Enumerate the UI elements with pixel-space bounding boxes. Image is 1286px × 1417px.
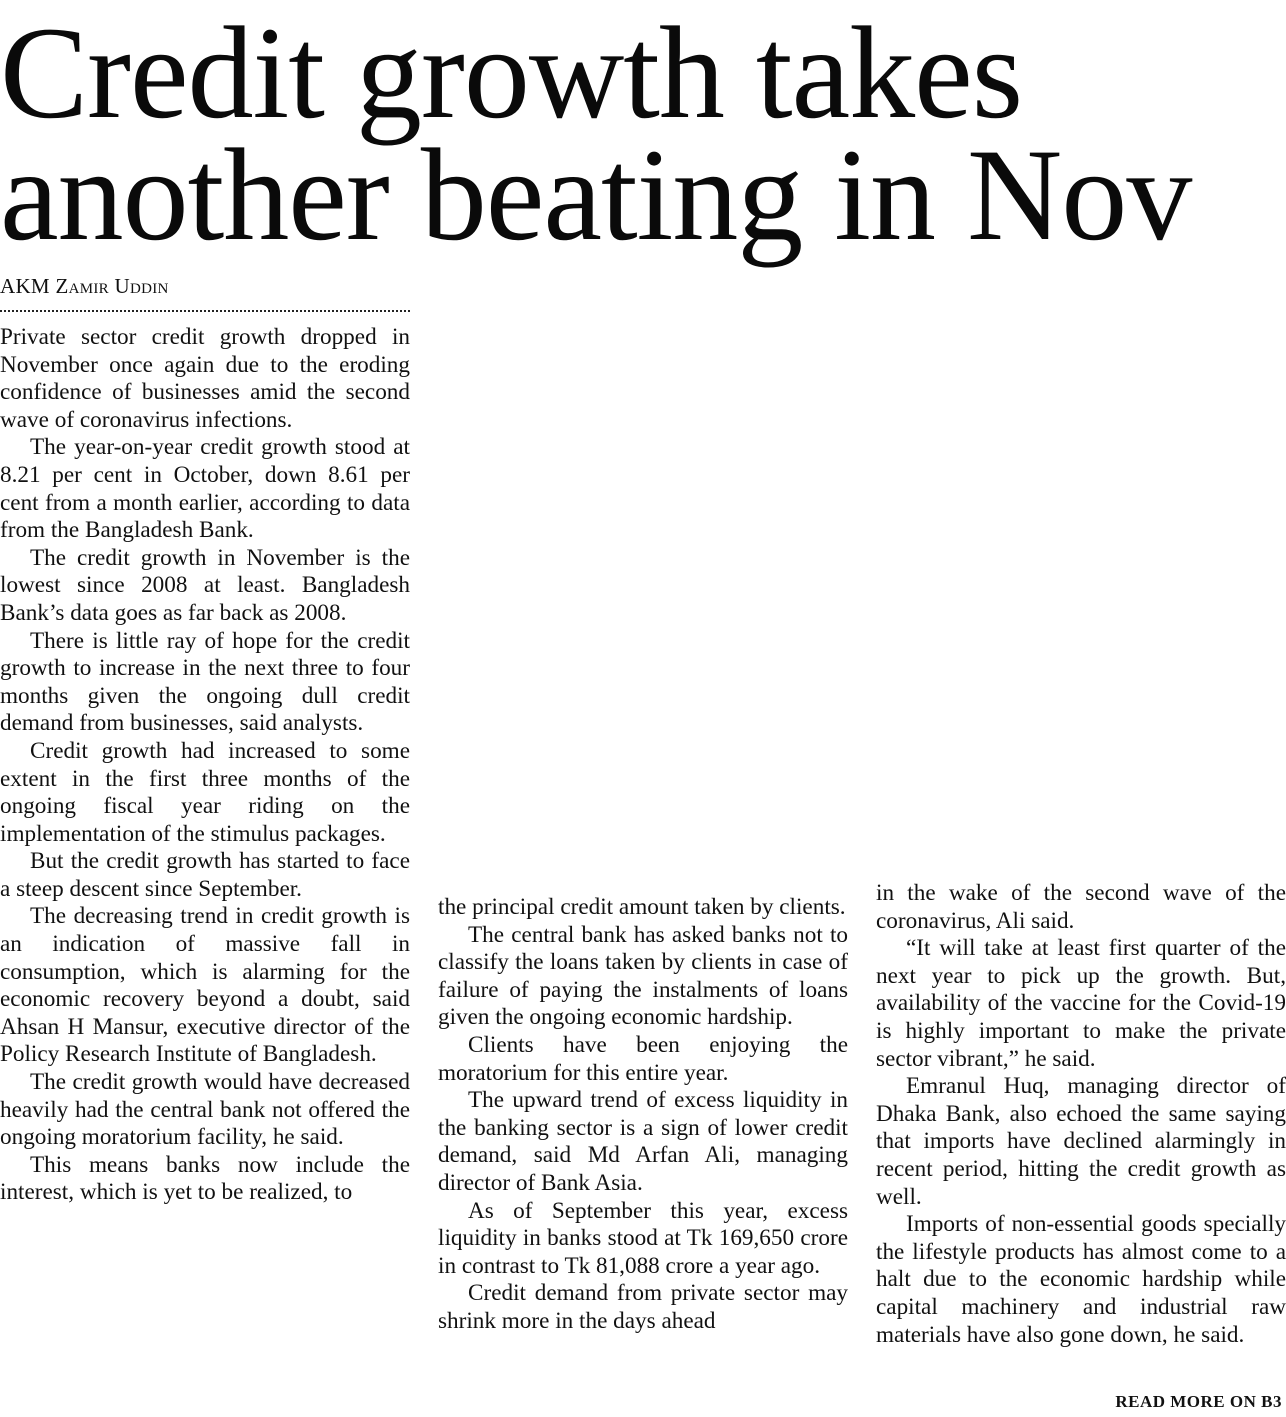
headline-line-2: another beating in Nov xyxy=(0,121,1192,268)
headline-line-1: Credit growth takes xyxy=(0,0,1023,146)
paragraph: The year-on-year credit growth stood at 8.21 per cent in October, down 8.61 per cent from a month earlier, according to data from the Bangladesh Bank. xyxy=(0,434,410,544)
byline-divider xyxy=(0,310,410,312)
paragraph: The decreasing trend in credit growth is an indication of massive fall in consumption, which is alarming for the economic recovery beyond a doubt, said Ahsan H Mansur, executive director of the Policy Research Institute of Bangladesh. xyxy=(0,903,410,1068)
paragraph: Credit demand from private sector may shrink more in the days ahead xyxy=(438,1280,848,1334)
paragraph: The credit growth in November is the lowest since 2008 at least. Bangladesh Bank’s data goes as far back as 2008. xyxy=(0,544,410,626)
article-column-3 xyxy=(876,880,1286,1349)
paragraph: Emranul Huq, managing director of Dhaka Bank, also echoed the same saying that imports have declined alarmingly in recent period, hitting the credit growth as well. xyxy=(876,1073,1286,1210)
headline xyxy=(0,0,1286,268)
paragraph: As of September this year, excess liquidity in banks stood at Tk 169,650 crore in contrast to Tk 81,088 crore a year ago. xyxy=(438,1197,848,1279)
paragraph: Imports of non-essential goods specially the lifestyle products has almost come to a halt due to the economic hardship while capital machinery and industrial raw materials have also gone down, he said. xyxy=(876,1211,1286,1348)
paragraph: But the credit growth has started to face a steep descent since September. xyxy=(0,848,410,902)
paragraph: The central bank has asked banks not to classify the loans taken by clients in case of failure of paying the instalments of loans given the ongoing economic hardship. xyxy=(438,921,848,1031)
read-more-link: READ MORE ON B3 xyxy=(1115,1392,1282,1411)
paragraph: “It will take at least first quarter of the next year to pick up the growth. But, availability of the vaccine for the Covid-19 is highly important to make the private sector vibrant,” he said. xyxy=(876,935,1286,1072)
paragraph: The credit growth would have decreased heavily had the central bank not offered the ongoing moratorium facility, he said. xyxy=(0,1069,410,1151)
paragraph: Private sector credit growth dropped in November once again due to the eroding confidence of businesses amid the second wave of coronavirus infections. xyxy=(0,324,410,433)
paragraph: the principal credit amount taken by clients. xyxy=(438,894,846,920)
paragraph: Credit growth had increased to some extent in the first three months of the ongoing fiscal year riding on the implementation of the stimulus packages. xyxy=(0,737,410,847)
paragraph: The upward trend of excess liquidity in the banking sector is a sign of lower credit demand, said Md Arfan Ali, managing director of Bank Asia. xyxy=(438,1087,848,1196)
paragraph: in the wake of the second wave of the coronavirus, Ali said. xyxy=(876,880,1286,934)
paragraph: Clients have been enjoying the moratorium for this entire year. xyxy=(438,1031,848,1086)
article-column-1 xyxy=(0,324,410,1207)
article-column-2 xyxy=(438,894,848,1336)
paragraph: There is little ray of hope for the credit growth to increase in the next three to four months given the ongoing dull credit demand from businesses, said analysts. xyxy=(0,627,410,737)
paragraph: This means banks now include the interest, which is yet to be realized, to xyxy=(0,1151,410,1206)
byline: AKM Zamir Uddin xyxy=(0,274,169,298)
